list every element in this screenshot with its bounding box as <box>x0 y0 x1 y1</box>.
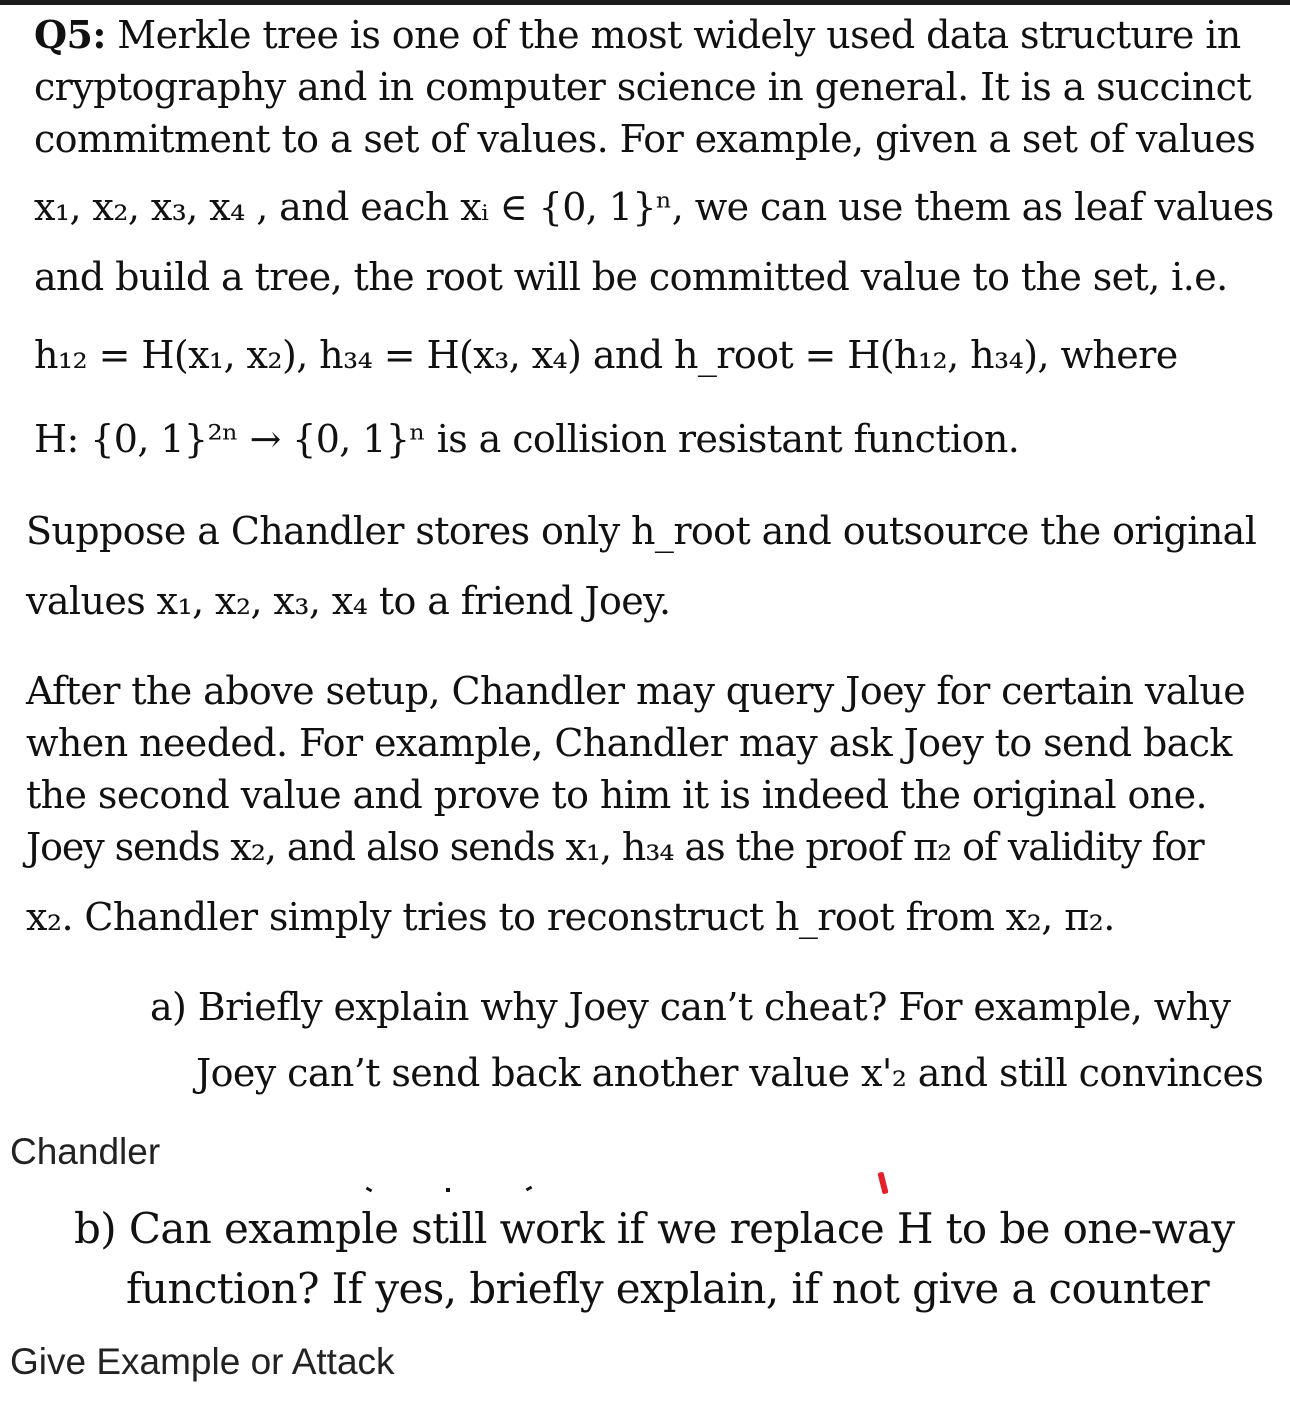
part-b-line-1: b) Can example still work if we replace H to be one-way <box>74 1204 1235 1253</box>
para3-line-4: Joey sends x₂, and also sends x₁, h₃₄ as the proof π₂ of validity for <box>26 825 1204 869</box>
q5-line-2: cryptography and in computer science in general. It is a succinct <box>34 65 1252 109</box>
scan-mark <box>526 1186 533 1192</box>
answer-a-text: Chandler <box>10 1131 161 1172</box>
part-b-line-2: function? If yes, briefly explain, if not give a counter <box>126 1264 1210 1313</box>
scan-mark <box>366 1187 373 1193</box>
para3-line-5: x₂. Chandler simply tries to reconstruct h_root from x₂, π₂. <box>26 895 1115 939</box>
para2-line-1: Suppose a Chandler stores only h_root and outsource the original <box>26 509 1257 553</box>
question-label: Q5: <box>34 12 106 57</box>
answer-b-text: Give Example or Attack <box>10 1341 395 1382</box>
q5-line-3: commitment to a set of values. For example, given a set of values <box>34 117 1256 161</box>
q5-line-7: H: {0, 1}²ⁿ → {0, 1}ⁿ is a collision resistant function. <box>34 417 1020 461</box>
para3-line-2: when needed. For example, Chandler may ask Joey to send back <box>26 721 1232 765</box>
para3-line-3: the second value and prove to him it is indeed the original one. <box>26 773 1207 817</box>
part-a-line-1: a) Briefly explain why Joey can’t cheat? For example, why <box>150 985 1231 1029</box>
scan-mark <box>446 1188 450 1192</box>
para3-line-1: After the above setup, Chandler may query Joey for certain value <box>26 669 1246 713</box>
q5-line-4: x₁, x₂, x₃, x₄ , and each xᵢ ∈ {0, 1}ⁿ, we can use them as leaf values <box>34 185 1274 229</box>
q5-line-1-text: Merkle tree is one of the most widely used data structure in <box>105 13 1241 57</box>
para2-line-2: values x₁, x₂, x₃, x₄ to a friend Joey. <box>26 579 671 623</box>
red-annotation-mark <box>877 1172 888 1195</box>
part-a-line-2: Joey can’t send back another value x'₂ and still convinces <box>196 1051 1264 1095</box>
q5-line-5: and build a tree, the root will be committed value to the set, i.e. <box>34 255 1228 299</box>
top-border <box>0 0 1290 5</box>
q5-line-1 <box>34 12 1241 58</box>
q5-line-6: h₁₂ = H(x₁, x₂), h₃₄ = H(x₃, x₄) and h_root = H(h₁₂, h₃₄), where <box>34 333 1178 377</box>
